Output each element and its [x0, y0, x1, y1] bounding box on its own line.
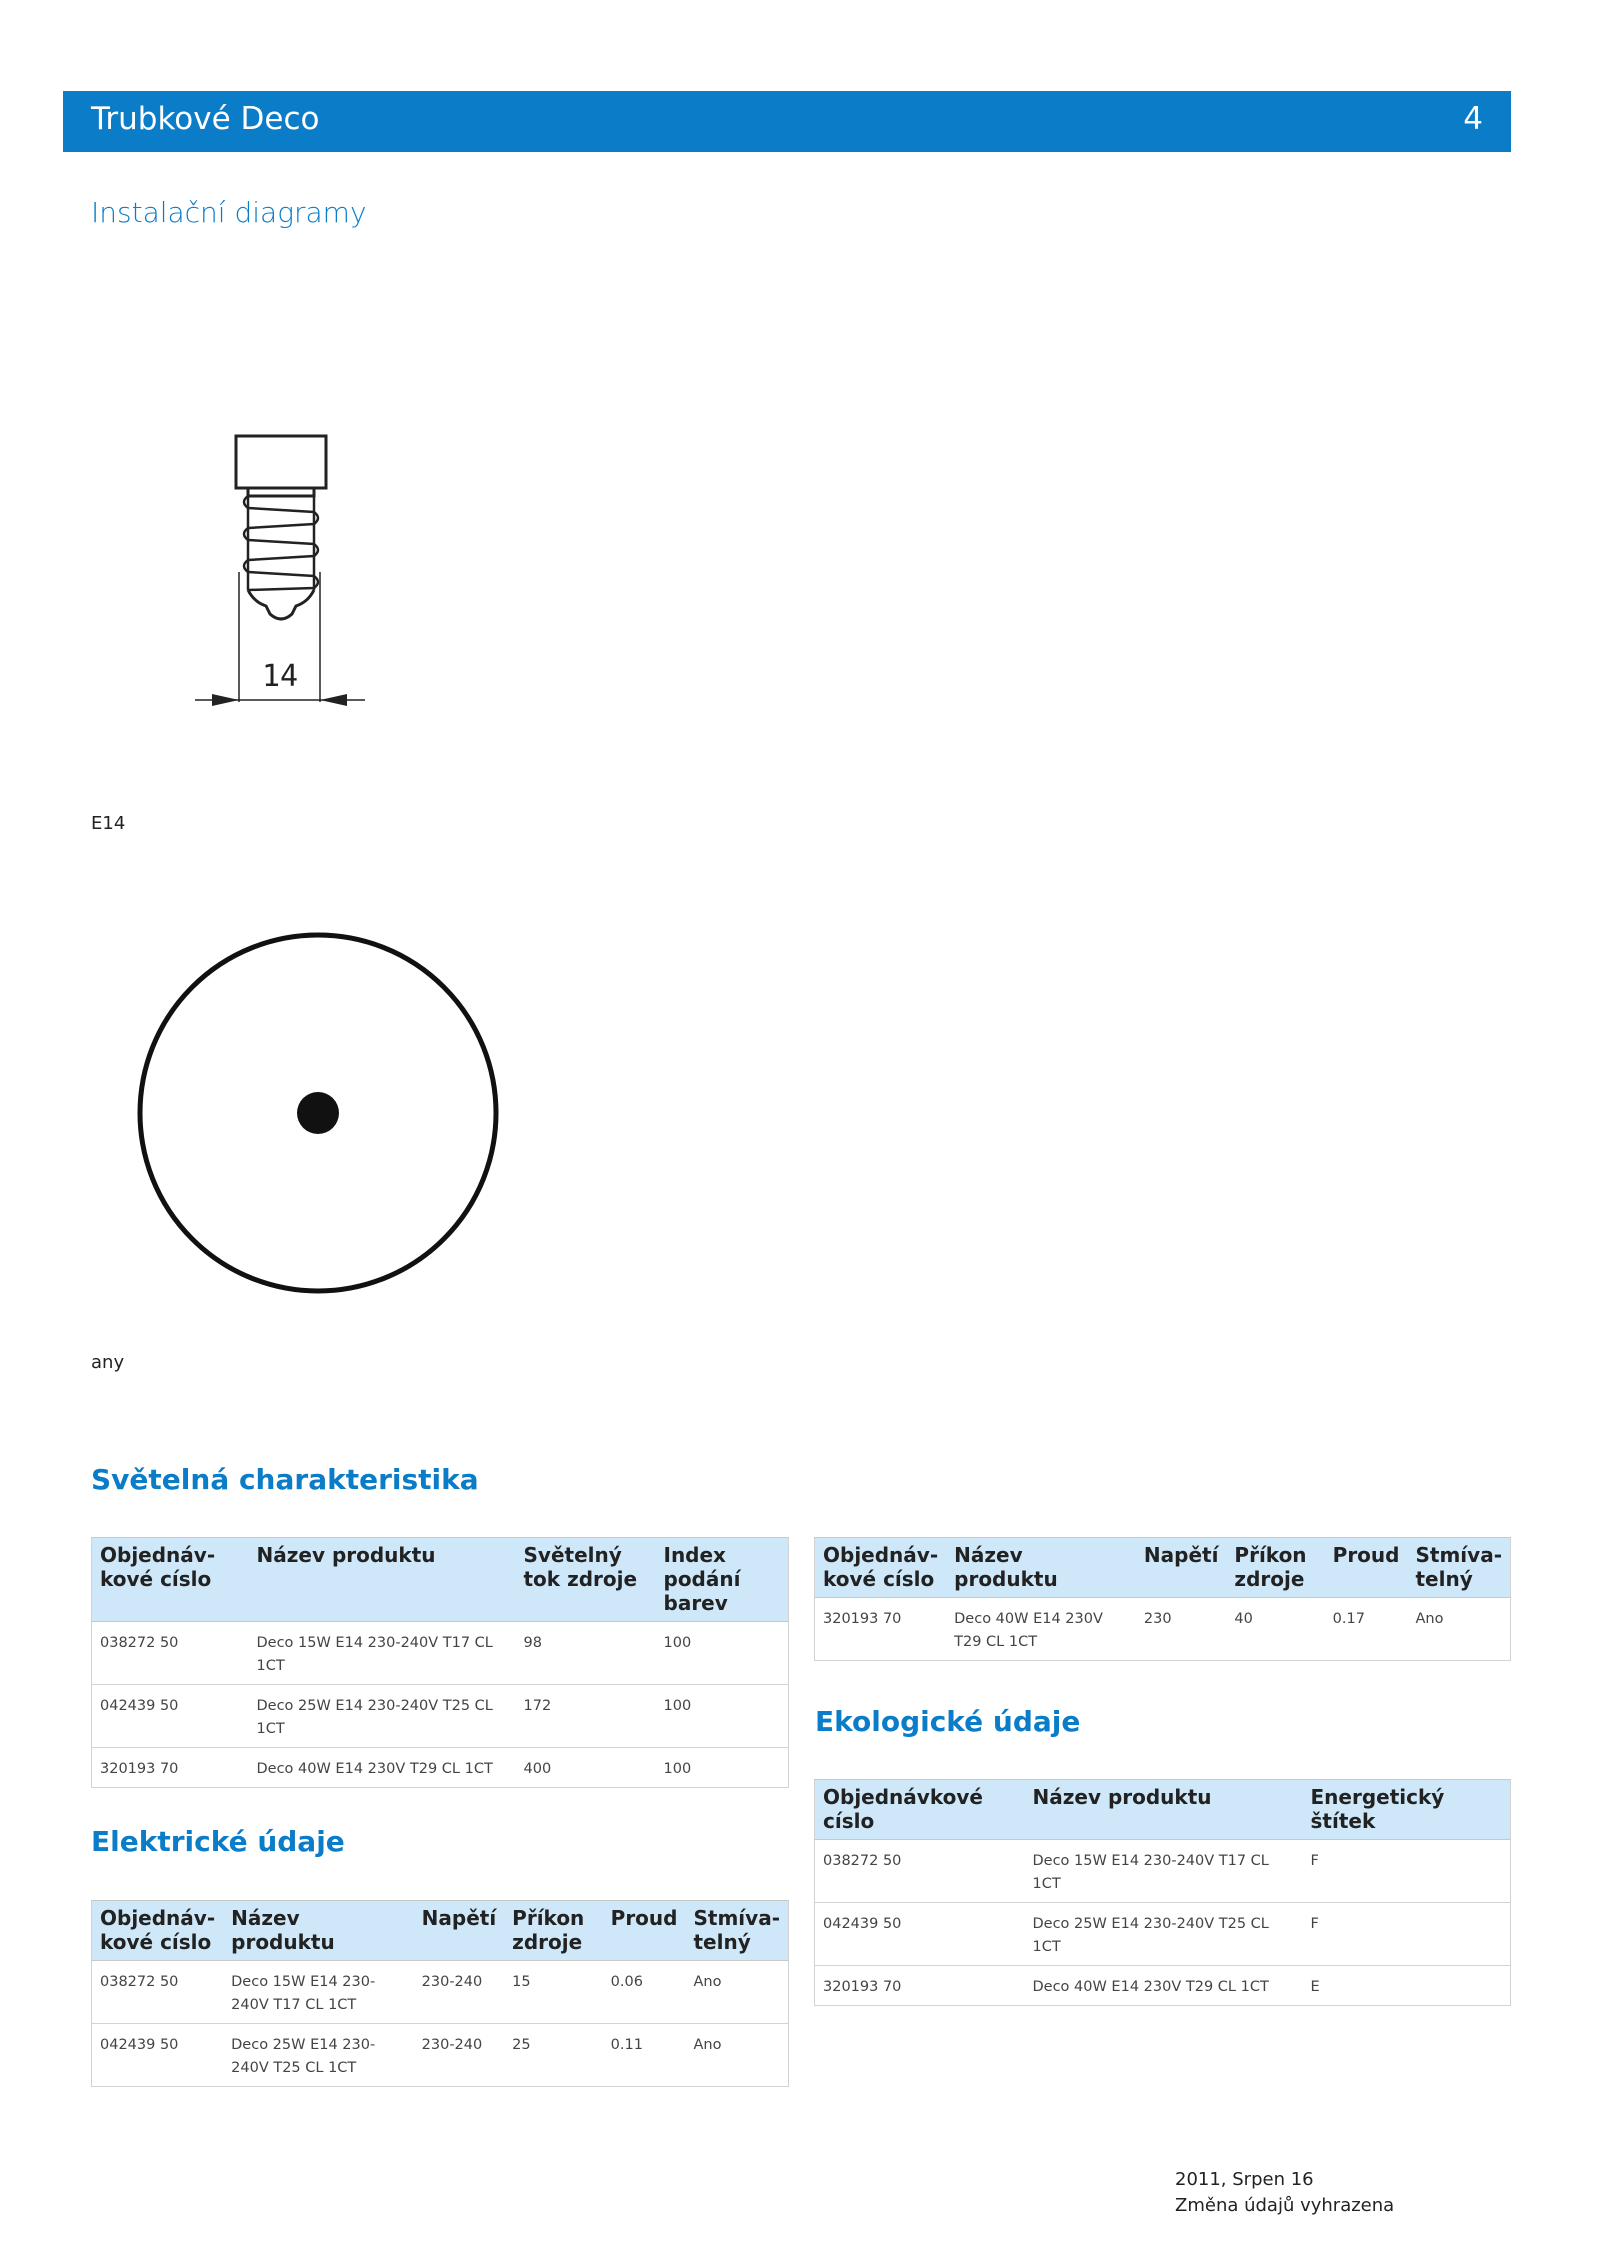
cell: 0.06 [603, 1961, 686, 2024]
installation-title: Instalační diagramy [91, 196, 367, 229]
cell: Deco 15W E14 230-240V T17 CL 1CT [1025, 1840, 1303, 1903]
col-order-number: Objednáv-kové císlo [92, 1538, 249, 1622]
base-cap-shape [236, 436, 326, 488]
col-energy-label: Energetický štítek [1303, 1780, 1511, 1840]
thread-shape [244, 496, 318, 590]
table-row [815, 1840, 1511, 1903]
cell: 100 [656, 1748, 789, 1788]
dimension-label: 14 [261, 659, 299, 694]
table-row [92, 1961, 789, 2024]
cell: 320193 70 [92, 1748, 249, 1788]
cell: Ano [686, 1961, 789, 2024]
col-voltage: Napětí [1136, 1538, 1227, 1598]
table-row [815, 1966, 1511, 2006]
header-bar [63, 91, 1511, 152]
eco-section-title: Ekologické údaje [815, 1705, 1081, 1738]
light-section-title: Světelná charakteristika [91, 1463, 479, 1496]
cell: Deco 40W E14 230V T29 CL 1CT [249, 1748, 516, 1788]
cell: Deco 40W E14 230V T29 CL 1CT [946, 1598, 1136, 1661]
cell: 98 [516, 1622, 656, 1685]
cell: 042439 50 [815, 1903, 1025, 1966]
col-current: Proud [603, 1901, 686, 1961]
col-luminous-flux: Světelný tok zdroje [516, 1538, 656, 1622]
col-order-number: Objednáv-kové císlo [815, 1538, 947, 1598]
cell: Deco 40W E14 230V T29 CL 1CT [1025, 1966, 1303, 2006]
col-product-name: Název produktu [223, 1901, 414, 1961]
cell: 0.11 [603, 2024, 686, 2087]
footer [1175, 2167, 1394, 2219]
cell: 100 [656, 1685, 789, 1748]
footer-date: 2011, Srpen 16 [1175, 2169, 1314, 2190]
center-dot [297, 1092, 339, 1134]
cell: 230-240 [414, 1961, 505, 2024]
diagram1-caption: E14 [91, 813, 126, 834]
table-header-row [92, 1538, 789, 1622]
col-order-number: Objednávkové císlo [815, 1780, 1025, 1840]
table-row [92, 1685, 789, 1748]
cell: 100 [656, 1622, 789, 1685]
table-row [815, 1598, 1511, 1661]
cell: 40 [1226, 1598, 1324, 1661]
cell: E [1303, 1966, 1511, 2006]
footer-note: Změna údajů vyhrazena [1175, 2195, 1395, 2216]
cell: F [1303, 1903, 1511, 1966]
col-product-name: Název produktu [946, 1538, 1136, 1598]
electrical-table-continued [814, 1537, 1511, 1661]
eco-table [814, 1779, 1511, 2006]
cell: Ano [1408, 1598, 1511, 1661]
table-row [92, 2024, 789, 2087]
table-row [92, 1748, 789, 1788]
col-current: Proud [1325, 1538, 1408, 1598]
col-cri: Index podání barev [656, 1538, 789, 1622]
cell: 25 [504, 2024, 602, 2087]
cell: 230 [1136, 1598, 1227, 1661]
col-voltage: Napětí [414, 1901, 505, 1961]
col-power: Příkon zdroje [504, 1901, 602, 1961]
cell: 042439 50 [92, 1685, 249, 1748]
diagram2-caption: any [91, 1352, 125, 1373]
table-header-row [815, 1780, 1511, 1840]
table-row [92, 1622, 789, 1685]
col-product-name: Název produktu [249, 1538, 516, 1622]
cell: 320193 70 [815, 1966, 1025, 2006]
light-table [91, 1537, 789, 1788]
cell: F [1303, 1840, 1511, 1903]
burning-position-diagram [135, 928, 505, 1298]
table-header-row [92, 1901, 789, 1961]
col-dimmable: Stmíva-telný [1408, 1538, 1511, 1598]
cell: 172 [516, 1685, 656, 1748]
col-dimmable: Stmíva-telný [686, 1901, 789, 1961]
col-power: Příkon zdroje [1226, 1538, 1324, 1598]
electrical-section-title: Elektrické údaje [91, 1825, 345, 1858]
col-order-number: Objednáv-kové císlo [92, 1901, 224, 1961]
page-title: Trubkové Deco [91, 101, 320, 137]
table-row [815, 1903, 1511, 1966]
col-product-name: Název produktu [1025, 1780, 1303, 1840]
cell: 400 [516, 1748, 656, 1788]
cell: 0.17 [1325, 1598, 1408, 1661]
contact-tip-shape [248, 590, 314, 619]
cell: 320193 70 [815, 1598, 947, 1661]
cell: Deco 15W E14 230-240V T17 CL 1CT [249, 1622, 516, 1685]
cell: 038272 50 [92, 1961, 224, 2024]
cell: Deco 25W E14 230-240V T25 CL 1CT [1025, 1903, 1303, 1966]
cell: 15 [504, 1961, 602, 2024]
cell: 038272 50 [815, 1840, 1025, 1903]
cell: 230-240 [414, 2024, 505, 2087]
cell: Ano [686, 2024, 789, 2087]
cell: 038272 50 [92, 1622, 249, 1685]
cell: Deco 25W E14 230-240V T25 CL 1CT [249, 1685, 516, 1748]
cell: 042439 50 [92, 2024, 224, 2087]
table-header-row [815, 1538, 1511, 1598]
cell: Deco 25W E14 230-240V T25 CL 1CT [223, 2024, 414, 2087]
e14-base-diagram [190, 430, 380, 720]
cell: Deco 15W E14 230-240V T17 CL 1CT [223, 1961, 414, 2024]
electrical-table [91, 1900, 789, 2087]
page-number: 4 [1463, 101, 1483, 137]
